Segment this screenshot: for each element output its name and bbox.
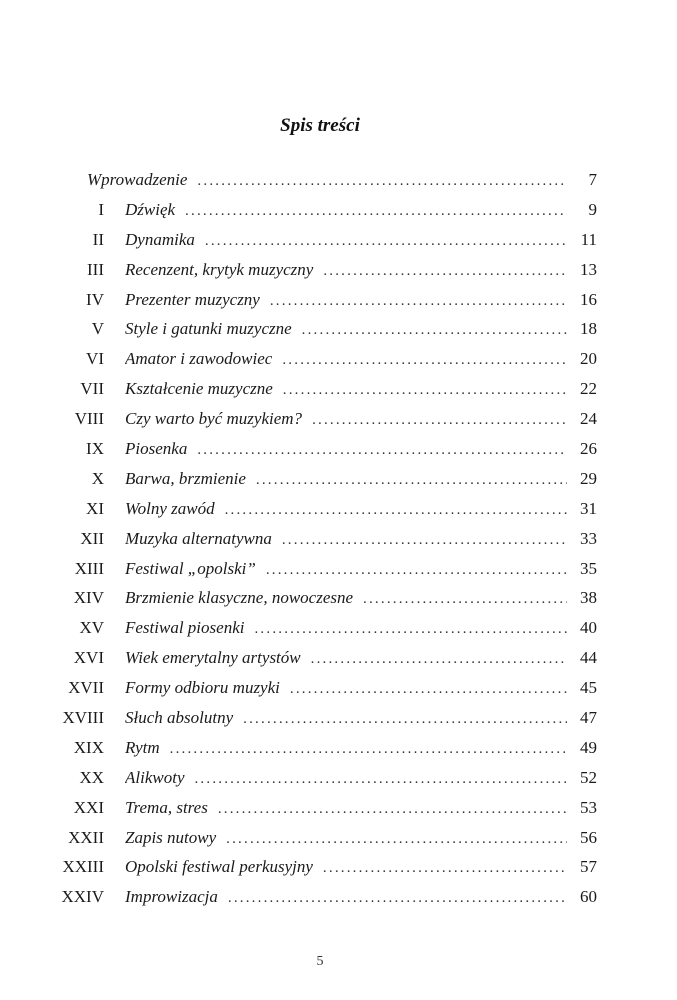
toc-row — [0, 198, 677, 228]
toc-entry — [125, 885, 567, 910]
toc-title: Słuch absolutny — [125, 708, 234, 728]
toc-title: Barwa, brzmienie — [125, 468, 246, 488]
toc-row — [0, 586, 677, 616]
toc-row — [0, 377, 677, 407]
toc-title: Kształcenie muzyczne — [125, 379, 273, 399]
toc-entry — [125, 198, 567, 223]
toc-page: 47 — [580, 708, 597, 728]
toc-page: 45 — [580, 678, 597, 698]
chapter-number: V — [91, 319, 104, 339]
toc-title: Wolny zawód — [125, 498, 215, 518]
chapter-number: XII — [80, 528, 104, 548]
dot-leader — [282, 348, 567, 372]
toc-row — [0, 676, 677, 706]
toc-row — [0, 317, 677, 347]
dot-leader — [302, 318, 567, 342]
page-title: Spis treści — [280, 115, 360, 136]
chapter-number: XIII — [74, 558, 104, 578]
toc-entry — [125, 527, 567, 552]
dot-leader — [266, 558, 567, 582]
toc-title: Dynamika — [125, 229, 195, 249]
toc-page: 57 — [580, 857, 597, 877]
chapter-number: VI — [86, 349, 104, 369]
chapter-number: XXI — [73, 797, 104, 817]
toc-title: Wprowadzenie — [87, 170, 188, 189]
toc-entry — [125, 258, 567, 283]
toc-title: Opolski festiwal perkusyjny — [125, 857, 313, 877]
toc-title: Trema, stres — [125, 797, 208, 817]
toc-entry — [125, 616, 567, 641]
toc-page: 26 — [580, 439, 597, 459]
toc-page: 18 — [580, 319, 597, 339]
toc-entry — [125, 646, 567, 671]
toc-entry — [125, 437, 567, 462]
toc-page: 7 — [588, 170, 597, 189]
toc-entry — [125, 766, 567, 791]
toc-page: 52 — [580, 767, 597, 787]
toc-page: 24 — [580, 409, 597, 429]
toc-entry — [125, 288, 567, 313]
toc-row — [0, 826, 677, 856]
toc-entry — [125, 736, 567, 761]
toc-entry — [125, 377, 567, 402]
dot-leader — [311, 647, 567, 671]
toc-row — [0, 407, 677, 437]
toc-row — [0, 855, 677, 885]
toc-page: 20 — [580, 349, 597, 369]
chapter-number: XIX — [73, 737, 104, 757]
dot-leader — [170, 737, 567, 761]
toc-title: Festiwal piosenki — [125, 618, 245, 638]
toc-page: 31 — [580, 498, 597, 518]
toc-entry — [87, 168, 567, 193]
toc-row — [0, 736, 677, 766]
toc-title: Muzyka alternatywna — [125, 528, 272, 548]
dot-leader — [323, 856, 567, 880]
chapter-number: VII — [80, 379, 104, 399]
toc-title: Improwizacja — [125, 887, 218, 907]
toc-page: 22 — [580, 379, 597, 399]
dot-leader — [270, 289, 567, 313]
dot-leader — [283, 378, 567, 402]
dot-leader — [254, 617, 567, 641]
toc-row — [0, 288, 677, 318]
dot-leader — [225, 498, 567, 522]
chapter-number: XX — [79, 767, 104, 787]
toc-entry — [125, 317, 567, 342]
toc-page: 35 — [580, 558, 597, 578]
toc-title: Wiek emerytalny artystów — [125, 648, 301, 668]
dot-leader — [197, 169, 567, 193]
toc-row — [0, 766, 677, 796]
chapter-number: IX — [86, 439, 104, 459]
chapter-number: XXIV — [61, 887, 104, 907]
toc-row — [0, 228, 677, 258]
toc-entry — [125, 347, 567, 372]
toc-title: Amator i zawodowiec — [125, 349, 273, 369]
dot-leader — [282, 528, 567, 552]
toc-page: 60 — [580, 887, 597, 907]
toc-title: Style i gatunki muzyczne — [125, 319, 292, 339]
chapter-number: XV — [79, 618, 104, 638]
toc-title: Dźwięk — [125, 199, 176, 219]
chapter-number: XVI — [73, 648, 104, 668]
toc-row — [0, 796, 677, 826]
toc-row — [0, 646, 677, 676]
page-number: 5 — [316, 954, 324, 969]
toc-entry — [125, 557, 567, 582]
dot-leader — [205, 229, 567, 253]
toc-title: Piosenka — [125, 439, 188, 459]
toc-page: 49 — [580, 737, 597, 757]
dot-leader — [290, 677, 567, 701]
toc-title: Brzmienie klasyczne, nowoczesne — [125, 588, 354, 608]
toc-row — [0, 616, 677, 646]
toc-page: 44 — [580, 648, 597, 668]
chapter-number: XXIII — [62, 857, 104, 877]
toc-page: 13 — [580, 259, 597, 279]
dot-leader — [197, 438, 567, 462]
chapter-number: I — [98, 199, 104, 219]
toc-title: Festiwal „opolski” — [125, 558, 256, 578]
toc-entry — [125, 855, 567, 880]
dot-leader — [243, 707, 567, 731]
toc-row — [0, 706, 677, 736]
chapter-number: XI — [86, 498, 104, 518]
chapter-number: X — [91, 468, 104, 488]
chapter-number: III — [87, 259, 104, 279]
chapter-number: XXII — [68, 827, 104, 847]
toc-title: Formy odbioru muzyki — [125, 678, 280, 698]
toc-row — [0, 347, 677, 377]
toc-row-intro — [0, 168, 677, 198]
toc-row — [0, 885, 677, 915]
dot-leader — [218, 797, 567, 821]
toc-entry — [125, 706, 567, 731]
dot-leader — [185, 199, 567, 223]
toc-page: 16 — [580, 289, 597, 309]
toc-page: 56 — [580, 827, 597, 847]
dot-leader — [228, 886, 567, 910]
toc-page: 33 — [580, 528, 597, 548]
toc-row — [0, 258, 677, 288]
chapter-number: VIII — [74, 409, 104, 429]
toc-title: Recenzent, krytyk muzyczny — [125, 259, 314, 279]
toc-entry — [125, 467, 567, 492]
toc-row — [0, 437, 677, 467]
toc-row — [0, 527, 677, 557]
dot-leader — [323, 259, 567, 283]
toc-entry — [125, 586, 567, 611]
dot-leader — [363, 587, 567, 611]
chapter-number: II — [92, 229, 104, 249]
toc-page: 38 — [580, 588, 597, 608]
dot-leader — [194, 767, 567, 791]
toc-page: 29 — [580, 468, 597, 488]
dot-leader — [226, 827, 567, 851]
toc-row — [0, 557, 677, 587]
toc-title: Czy warto być muzykiem? — [125, 409, 303, 429]
chapter-number: XIV — [73, 588, 104, 608]
toc-entry — [125, 228, 567, 253]
dot-leader — [312, 408, 567, 432]
toc-entry — [125, 676, 567, 701]
toc-title: Zapis nutowy — [125, 827, 217, 847]
toc-entry — [125, 407, 567, 432]
chapter-number: XVIII — [62, 708, 104, 728]
toc-row — [0, 467, 677, 497]
toc-entry — [125, 826, 567, 851]
chapter-number: IV — [86, 289, 104, 309]
toc-entry — [125, 796, 567, 821]
toc-title: Alikwoty — [125, 767, 185, 787]
toc-page: 11 — [580, 229, 597, 249]
toc-title: Rytm — [125, 737, 160, 757]
dot-leader — [256, 468, 567, 492]
toc-title: Prezenter muzyczny — [125, 289, 260, 309]
chapter-number: XVII — [68, 678, 104, 698]
table-of-contents — [0, 168, 677, 915]
toc-page: 9 — [588, 199, 597, 219]
toc-page: 40 — [580, 618, 597, 638]
toc-page: 53 — [580, 797, 597, 817]
toc-entry — [125, 497, 567, 522]
toc-row — [0, 497, 677, 527]
